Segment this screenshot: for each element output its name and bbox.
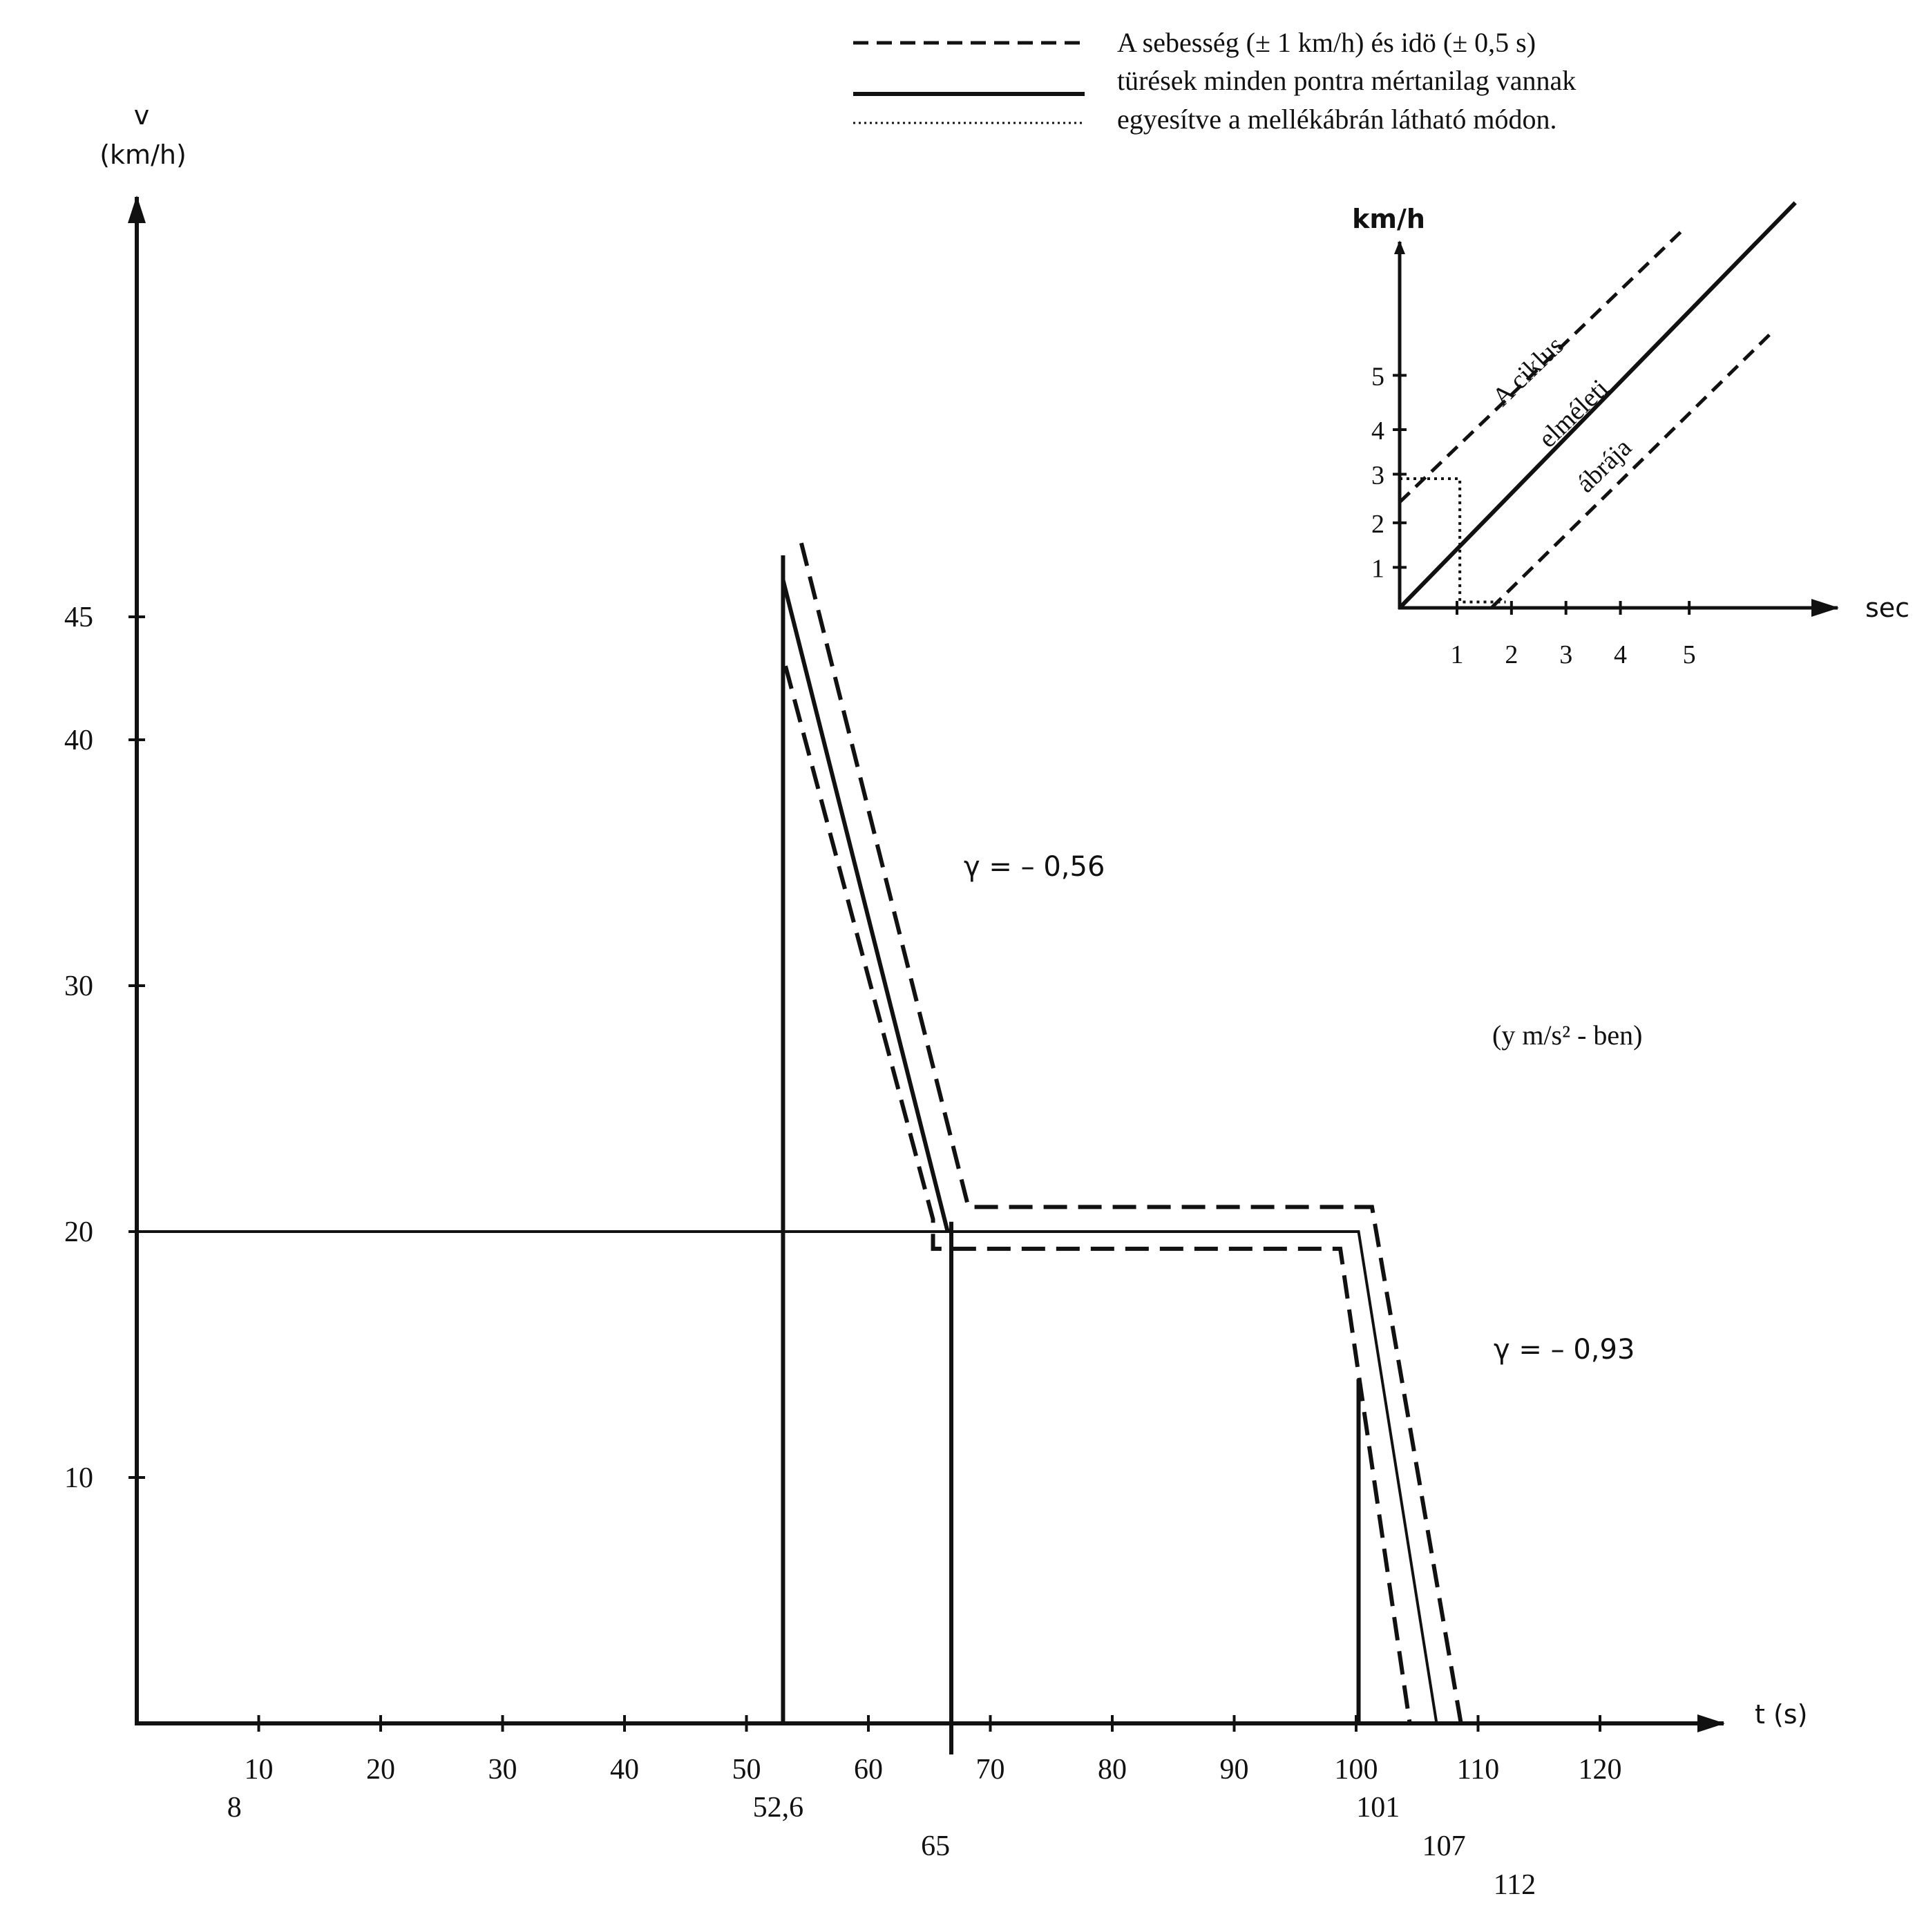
inset-y-tick-label-2: 2 (1371, 509, 1384, 539)
series-upper-tolerance (801, 543, 1461, 1723)
inset-x-axis-title: sec (1865, 593, 1910, 623)
unit-note: (y m/s² - ben) (1492, 1020, 1643, 1051)
x-tick-label-40: 40 (610, 1754, 639, 1786)
inset-x-tick-label-5: 5 (1682, 640, 1696, 669)
x-tick-label-120: 120 (1578, 1754, 1622, 1786)
series-theoretical (137, 1232, 1436, 1723)
inset-x-ticks (1451, 601, 1696, 669)
y-tick-label-40: 40 (64, 725, 93, 756)
event-time-label-4: 101 (1356, 1792, 1400, 1824)
series-lines (137, 543, 1461, 1723)
inset-label-a-ciklus: A ciklus (1487, 330, 1570, 412)
legend-entry-3: egyesítve a mellékábrán látható módon. (1117, 104, 1557, 135)
y-ticks (64, 602, 145, 1494)
series-theoretical-decel-segment (783, 580, 947, 1232)
inset-y-tick-label-1: 1 (1371, 554, 1384, 584)
inset-label-abraja: ábrája (1571, 432, 1638, 499)
x-ticks (245, 1715, 1622, 1786)
inset-x-tick-label-2: 2 (1505, 640, 1518, 669)
x-tick-label-30: 30 (488, 1754, 517, 1786)
x-tick-label-20: 20 (366, 1754, 395, 1786)
y-axis-symbol: v (133, 100, 150, 131)
legend-entry-1: A sebesség (± 1 km/h) és idö (± 0,5 s) (1117, 27, 1536, 58)
y-tick-label-30: 30 (64, 970, 93, 1002)
x-tick-label-100: 100 (1334, 1754, 1378, 1786)
x-tick-label-60: 60 (854, 1754, 883, 1786)
inset-y-tick-label-5: 5 (1371, 362, 1384, 392)
x-axis-title: t (s) (1755, 1699, 1808, 1730)
gamma-label-1: γ = – 0,56 (964, 851, 1105, 883)
legend (853, 27, 1576, 135)
x-tick-label-50: 50 (732, 1754, 761, 1786)
y-tick-label-20: 20 (64, 1216, 93, 1248)
y-tick-label-45: 45 (64, 602, 93, 633)
series-lower-tolerance (785, 666, 1410, 1723)
x-tick-label-70: 70 (975, 1754, 1005, 1786)
event-time-labels (227, 1792, 1536, 1901)
x-tick-label-10: 10 (244, 1754, 274, 1786)
x-tick-label-80: 80 (1098, 1754, 1127, 1786)
legend-entry-2: türések minden pontra mértanilag vannak (1117, 65, 1577, 96)
x-tick-label-90: 90 (1219, 1754, 1249, 1786)
inset-x-tick-label-1: 1 (1450, 640, 1464, 669)
event-time-label-5: 107 (1422, 1830, 1466, 1862)
inset-y-axis-title: km/h (1352, 204, 1425, 234)
event-time-label-2: 52,6 (752, 1792, 804, 1824)
event-time-label-1: 8 (227, 1792, 242, 1824)
inset-chart (1352, 203, 1909, 670)
x-tick-label-110: 110 (1456, 1754, 1500, 1786)
inset-y-tick-label-4: 4 (1371, 416, 1384, 446)
event-time-label-6: 112 (1493, 1869, 1536, 1901)
gamma-label-2: γ = – 0,93 (1494, 1334, 1635, 1366)
inset-series-tolerance-box (1400, 479, 1506, 602)
inset-x-tick-label-4: 4 (1614, 640, 1628, 669)
vertical-lines (783, 555, 1358, 1754)
y-tick-label-10: 10 (64, 1462, 93, 1494)
y-axis-unit: (km/h) (99, 140, 187, 170)
inset-label-elmeleti: elméleti (1533, 374, 1615, 454)
inset-y-tick-label-3: 3 (1371, 461, 1384, 490)
event-time-label-3: 65 (921, 1830, 951, 1862)
inset-x-tick-label-3: 3 (1559, 640, 1573, 669)
